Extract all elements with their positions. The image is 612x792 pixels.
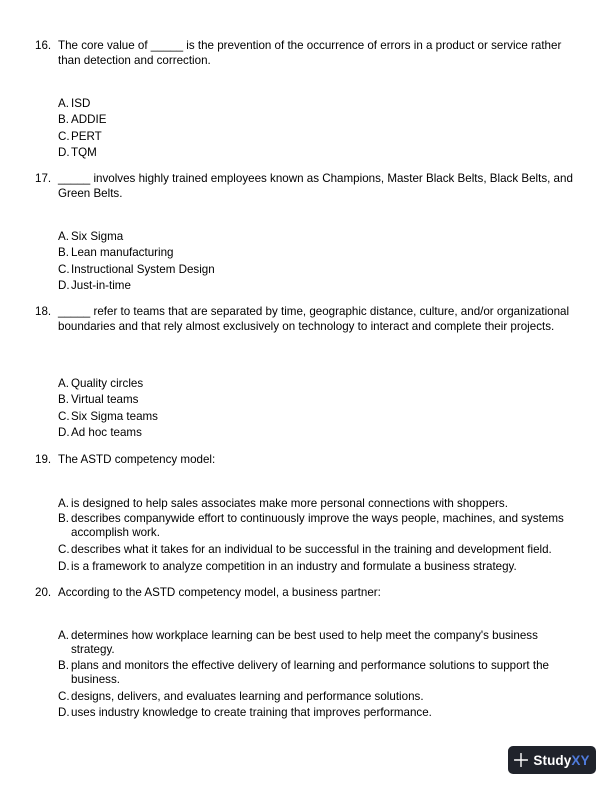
option-c [58, 542, 578, 558]
question-17 [0, 171, 612, 292]
question-text: _____ refer to teams that are separated by time, geographic distance, culture, and/or organizational boundaries and that rely almost exclusively on technology to interact and complete their projects. [58, 305, 570, 333]
option-c [58, 409, 578, 425]
brand-accent: XY [571, 752, 590, 768]
question-19 [0, 452, 612, 573]
brand-main: Study [533, 752, 572, 768]
question-stem [0, 38, 578, 68]
option-text: describes companywide effort to continuously improve the ways people, machines, and systems accomplish work. [71, 512, 564, 540]
option-text: Ad hoc teams [71, 425, 142, 439]
option-d [58, 559, 578, 575]
option-d [58, 705, 578, 721]
question-stem [0, 452, 578, 467]
option-letter: C. [58, 129, 70, 143]
option-text: determines how workplace learning can be best used to help meet the company's business strategy. [71, 629, 538, 656]
question-number: 17. [35, 172, 52, 185]
option-text: plans and monitors the effective delivery of learning and performance solutions to support the business. [71, 659, 549, 686]
option-letter: B. [58, 393, 69, 407]
question-text: The ASTD competency model: [58, 453, 216, 466]
question-stem [0, 304, 578, 334]
option-text: ISD [71, 97, 91, 110]
question-stem [0, 171, 578, 201]
option-b [58, 659, 578, 687]
option-text: is a framework to analyze competition in an industry and formulate a business strategy. [71, 559, 517, 573]
option-letter: A. [58, 497, 69, 510]
plus-icon [514, 753, 528, 767]
option-text: Just-in-time [71, 278, 131, 292]
option-list [58, 496, 578, 575]
option-b [58, 512, 578, 540]
option-text: ADDIE [71, 113, 107, 127]
option-a [58, 229, 578, 245]
option-d [58, 278, 578, 294]
option-text: Instructional System Design [71, 262, 215, 276]
question-16 [0, 38, 612, 159]
option-letter: D. [58, 278, 70, 292]
option-text: Lean manufacturing [71, 246, 174, 260]
option-letter: D. [58, 145, 70, 159]
option-letter: B. [58, 113, 69, 127]
option-text: TQM [71, 145, 97, 159]
option-a [58, 96, 578, 112]
option-letter: D. [58, 559, 70, 573]
option-a [58, 629, 578, 657]
option-c [58, 262, 578, 278]
option-text: Six Sigma [71, 230, 124, 243]
option-b [58, 112, 578, 128]
option-letter: B. [58, 246, 69, 260]
question-20 [0, 585, 612, 720]
option-letter: A. [58, 629, 69, 642]
option-letter: C. [58, 690, 70, 703]
option-d [58, 145, 578, 161]
question-number: 20. [35, 586, 52, 599]
question-text: _____ involves highly trained employees known as Champions, Master Black Belts, Black Belts, and Green Belts. [58, 172, 573, 200]
question-18 [0, 304, 612, 439]
option-list [58, 96, 578, 161]
option-a [58, 376, 578, 392]
brand-logo-text [533, 753, 589, 768]
option-text: designs, delivers, and evaluates learning and performance solutions. [71, 690, 424, 703]
option-list [58, 629, 578, 722]
question-number: 16. [35, 39, 52, 52]
question-text: The core value of _____ is the prevention of the occurrence of errors in a product or service rather than detection and correction. [58, 39, 562, 67]
question-number: 18. [35, 305, 52, 318]
option-list [58, 376, 578, 441]
studyxy-badge[interactable] [508, 746, 596, 774]
option-c [58, 129, 578, 145]
option-letter: C. [58, 543, 70, 557]
option-letter: B. [58, 659, 69, 672]
option-text: describes what it takes for an individual to be successful in the training and development field. [71, 543, 552, 557]
option-text: PERT [71, 129, 102, 143]
option-b [58, 392, 578, 408]
option-letter: A. [58, 230, 69, 243]
question-stem [0, 585, 578, 600]
option-text: Quality circles [71, 377, 144, 390]
option-letter: D. [58, 425, 70, 439]
question-text: According to the ASTD competency model, a business partner: [58, 586, 381, 599]
option-list [58, 229, 578, 294]
option-letter: C. [58, 262, 70, 276]
option-b [58, 245, 578, 261]
option-letter: B. [58, 512, 69, 526]
option-a [58, 496, 578, 512]
option-letter: D. [58, 706, 70, 720]
option-text: Virtual teams [71, 393, 139, 407]
option-letter: A. [58, 97, 69, 110]
option-text: uses industry knowledge to create training that improves performance. [71, 706, 432, 720]
option-letter: C. [58, 409, 70, 423]
option-text: Six Sigma teams [71, 409, 158, 423]
option-d [58, 425, 578, 441]
question-number: 19. [35, 453, 52, 466]
option-letter: A. [58, 377, 69, 390]
option-text: is designed to help sales associates make more personal connections with shoppers. [71, 497, 508, 510]
option-c [58, 689, 578, 705]
